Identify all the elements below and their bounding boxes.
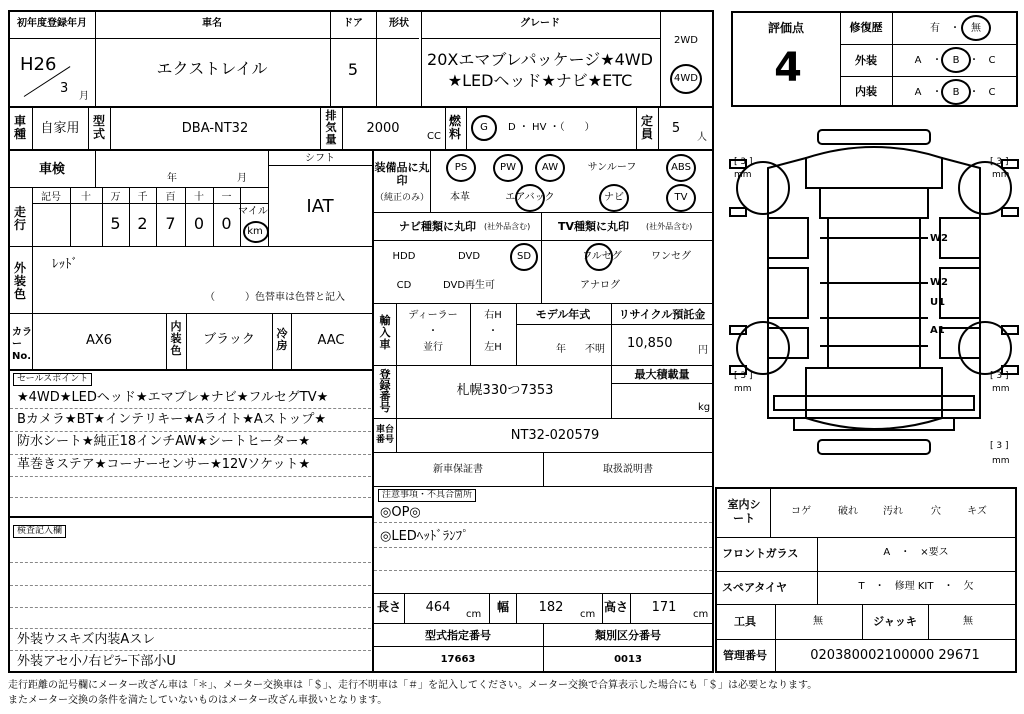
fuel-label: 燃料 xyxy=(448,114,461,141)
warranty-label: 新車保証書 xyxy=(433,464,483,475)
model-value: DBA-NT32 xyxy=(181,121,249,136)
registration-label: 登録番号 xyxy=(379,368,391,414)
mileage-digit: 0 xyxy=(221,214,232,233)
length-label: 長さ xyxy=(376,600,402,614)
sales-point-label: セールスポイント xyxy=(13,373,92,386)
footer-line-2: またメーター交換の条件を満たしていないものはメーター改ざん車扱いとなります。 xyxy=(8,695,388,706)
jack-label: ジャッキ xyxy=(873,615,917,628)
height-value: 171 xyxy=(651,600,677,615)
interior-sheet-item: コゲ xyxy=(791,506,811,517)
spare-tire-value: T ・ 修理 KIT ・ 欠 xyxy=(858,581,974,592)
chassis-value: NT32-020579 xyxy=(510,428,600,443)
damage-mark-2: W2 xyxy=(930,277,948,288)
equipment-label: 装備品に丸印 xyxy=(374,161,430,187)
interior-color-value: ブラック xyxy=(203,332,255,347)
mileage-digit: 2 xyxy=(137,214,148,233)
width-label: 幅 xyxy=(496,600,510,614)
interior-color-label: 内装色 xyxy=(170,320,182,357)
registration-value: 札幌330つ7353 xyxy=(456,383,554,398)
tools-label: 工具 xyxy=(734,615,756,628)
footer-line-1: 走行距離の記号欄にメーター改ざん車は「＊」、メーター交換車は「＄」、走行不明車は「＃」を記入してください。メーター交換で合算表示した場合にも「＄」は必要となります。 xyxy=(8,680,818,691)
sales-point-line: ★4WD★LEDヘッド★エマブレ★ナビ★フルセグTV★ xyxy=(17,390,329,405)
tv-analog: アナログ xyxy=(580,280,620,291)
note-line-1: ◎OP◎ xyxy=(380,505,421,520)
capacity-value: 5 xyxy=(671,121,681,136)
doors-label: ドア xyxy=(343,18,363,29)
mgmt-no-value: 020380002100000 29671 xyxy=(810,648,980,663)
nav-dvd-play: DVD再生可 xyxy=(442,280,496,291)
notes-label: 注意事項・不具合箇所 xyxy=(378,489,476,502)
damage-mark-4: A1 xyxy=(930,325,945,336)
sales-point-line: Bカメラ★BT★インテリキー★Aライト★Aストップ★ xyxy=(17,412,327,427)
main-sheet xyxy=(8,10,714,673)
equipment-item: AW xyxy=(541,162,559,173)
width-value: 182 xyxy=(538,600,564,615)
damage-mark-3: U1 xyxy=(930,297,946,308)
length-value: 464 xyxy=(425,600,451,615)
inspection-label: 車検 xyxy=(38,162,66,177)
equipment-item: 本革 xyxy=(450,192,470,203)
equipment-item: ナビ xyxy=(604,192,624,203)
interior-grade-label: 内装 xyxy=(855,85,877,98)
mileage-digit: 5 xyxy=(110,214,121,233)
displacement-value: 2000 xyxy=(366,121,400,136)
equipment-item: サンルーフ xyxy=(587,162,637,173)
windshield-value: A ・ ×要ス xyxy=(883,547,949,558)
nav-hdd: HDD xyxy=(392,251,416,262)
mgmt-no-label: 管理番号 xyxy=(723,649,767,662)
usage-label: 車種 xyxy=(13,114,26,141)
equipment-item: PS xyxy=(454,162,468,173)
rating-label: 評価点 xyxy=(767,21,805,35)
shift-label: シフト xyxy=(305,153,335,164)
exterior-color-label: 外装色 xyxy=(13,261,26,301)
manual-label: 取扱説明書 xyxy=(603,464,653,475)
type-no-value: 17663 xyxy=(440,654,476,665)
sales-point-line: 防水シート★純正18インチAW★シートヒーター★ xyxy=(17,434,311,449)
ac-label: 冷房 xyxy=(276,327,288,352)
km-unit: km xyxy=(247,226,263,237)
car-damage-diagram xyxy=(728,118,1020,478)
car-name: エクストレイル xyxy=(156,59,268,78)
interior-sheet-item: キズ xyxy=(967,506,987,517)
shift-value: IAT xyxy=(306,196,334,217)
interior-sheet-item: 穴 xyxy=(931,506,941,517)
note-line-2: ◎LEDﾍｯﾄﾞﾗﾝﾌﾟ xyxy=(380,529,469,544)
nav-cd: CD xyxy=(396,280,412,291)
model-year-label: モデル年式 xyxy=(535,308,591,321)
grade-selected: B xyxy=(952,87,960,98)
reg-era: H26 xyxy=(20,54,57,75)
recycle-value: 10,850 xyxy=(627,336,673,351)
grade-selected: B xyxy=(952,55,960,66)
inspection-note-2: 外装アセ小ﾉ右ピﾗｰ下部小U xyxy=(17,654,176,669)
usage-value: 自家用 xyxy=(40,121,80,136)
nav-label: ナビ種類に丸印 xyxy=(399,220,476,233)
capacity-label: 定員 xyxy=(640,114,653,141)
interior-sheet-item: 破れ xyxy=(838,506,858,517)
type-no-label: 型式指定番号 xyxy=(425,629,491,642)
repair-no: 無 xyxy=(971,23,981,34)
color-no-value: AX6 xyxy=(85,333,113,348)
model-label: 型式 xyxy=(92,114,105,141)
repair-history-label: 修復歴 xyxy=(849,21,883,34)
shape-label: 形状 xyxy=(389,18,409,29)
mileage-digit: 0 xyxy=(193,214,205,233)
nav-dvd: DVD xyxy=(457,251,481,262)
drive-4wd: 4WD xyxy=(674,73,698,84)
exterior-grade-label: 外装 xyxy=(855,54,877,67)
interior-sheet-item: 汚れ xyxy=(883,506,903,517)
mileage-digit: 7 xyxy=(165,214,176,233)
tv-oneseg: ワンセグ xyxy=(651,251,691,262)
ac-value: AAC xyxy=(317,333,345,348)
import-label: 輸入車 xyxy=(379,314,391,351)
color-no-label: カラーNo. xyxy=(12,327,32,362)
fuel-g: G xyxy=(480,122,488,133)
tv-label: TV種類に丸印 xyxy=(558,220,630,233)
tools-value: 無 xyxy=(813,616,823,627)
grade-label: グレード xyxy=(520,18,560,29)
damage-mark-1: W2 xyxy=(930,233,948,244)
recycle-label: リサイクル預託金 xyxy=(618,308,706,321)
nav-sd: SD xyxy=(516,251,532,262)
displacement-label: 排気量 xyxy=(325,109,337,146)
inspection-note-1: 外装ウスキズ内装Aスレ xyxy=(17,632,156,647)
class-no-label: 類別区分番号 xyxy=(595,629,661,642)
chassis-label: 車台番号 xyxy=(376,425,395,445)
mileage-label: 走行 xyxy=(13,205,26,232)
tv-fullseg: フルセグ xyxy=(582,251,622,262)
mile-label: マイル xyxy=(238,206,268,217)
rating-score: 4 xyxy=(774,45,802,91)
reg-month: 3 xyxy=(60,81,69,96)
exterior-color-value: ﾚｯﾄﾞ xyxy=(52,257,78,272)
car-name-label: 車名 xyxy=(202,18,222,29)
equipment-item: エアバック xyxy=(505,192,555,203)
color-change-note: （ ）色替車は色替と記入 xyxy=(205,292,345,303)
height-label: 高さ xyxy=(603,600,629,614)
inspection-notes-label: 検査記入欄 xyxy=(13,525,66,538)
interior-sheet-label: 室内シート xyxy=(727,498,761,525)
equipment-item: TV xyxy=(674,192,688,203)
grade-line-2: ★LEDヘッド★ナビ★ETC xyxy=(447,71,633,90)
fuel-options: D ・ HV ・（ ） xyxy=(508,122,595,133)
spare-tire-label: スペアタイヤ xyxy=(722,581,788,594)
max-load-label: 最大積載量 xyxy=(634,368,690,381)
jack-value: 無 xyxy=(963,616,973,627)
grade-line-1: 20Xエマブレパッケージ★4WD xyxy=(427,50,653,69)
doors-value: 5 xyxy=(347,60,359,79)
drive-2wd: 2WD xyxy=(674,35,698,46)
reg-date-label: 初年度登録年月 xyxy=(17,18,87,29)
equipment-item: ABS xyxy=(671,162,691,173)
sales-point-line: 革巻きステア★コーナーセンサー★12Vソケット★ xyxy=(17,457,311,472)
class-no-value: 0013 xyxy=(614,654,642,665)
equipment-item: PW xyxy=(500,162,516,173)
windshield-label: フロントガラス xyxy=(722,547,799,560)
